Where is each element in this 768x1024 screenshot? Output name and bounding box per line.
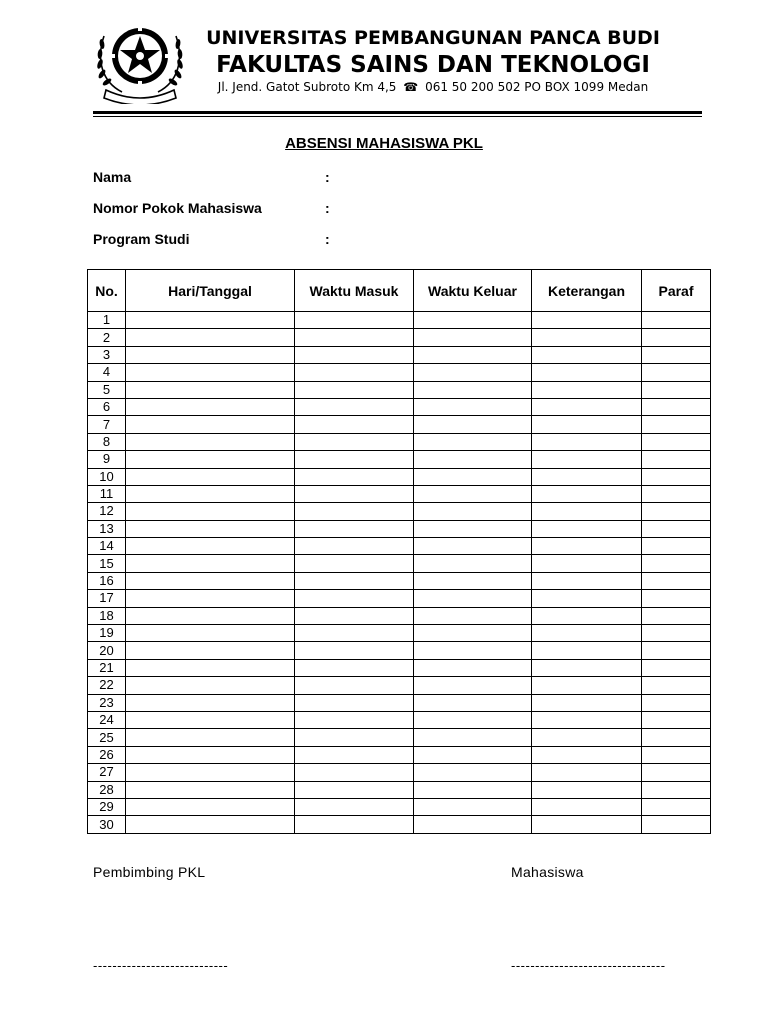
signature-cell[interactable] [642,694,711,711]
row-number: 2 [88,329,126,346]
time-out-cell[interactable] [414,642,532,659]
time-out-cell[interactable] [414,746,532,763]
row-number: 5 [88,381,126,398]
signature-cell[interactable] [642,642,711,659]
page-title: ABSENSI MAHASISWA PKL [285,135,483,152]
table-row [88,329,711,346]
column-header-notes: Keterangan [532,270,642,312]
date-cell[interactable] [126,711,295,728]
notes-cell[interactable] [532,451,642,468]
notes-cell[interactable] [532,607,642,624]
date-cell[interactable] [126,364,295,381]
time-in-cell[interactable] [295,451,414,468]
time-out-cell[interactable] [414,572,532,589]
row-number: 15 [88,555,126,572]
table-row [88,346,711,363]
time-out-cell[interactable] [414,433,532,450]
signature-cell[interactable] [642,416,711,433]
row-number: 4 [88,364,126,381]
column-header-signature: Paraf [642,270,711,312]
signature-cell[interactable] [642,781,711,798]
time-in-cell[interactable] [295,816,414,833]
date-cell[interactable] [126,590,295,607]
time-in-cell[interactable] [295,538,414,555]
row-number: 18 [88,607,126,624]
row-number: 27 [88,764,126,781]
notes-cell[interactable] [532,764,642,781]
table-row [88,485,711,502]
time-in-cell[interactable] [295,746,414,763]
time-in-cell[interactable] [295,590,414,607]
time-out-cell[interactable] [414,451,532,468]
date-cell[interactable] [126,468,295,485]
row-number: 1 [88,312,126,329]
notes-cell[interactable] [532,520,642,537]
signature-cell[interactable] [642,485,711,502]
notes-cell[interactable] [532,381,642,398]
table-row [88,764,711,781]
row-number: 26 [88,746,126,763]
time-in-cell[interactable] [295,503,414,520]
date-cell[interactable] [126,642,295,659]
notes-cell[interactable] [532,798,642,815]
time-out-cell[interactable] [414,312,532,329]
date-cell[interactable] [126,572,295,589]
notes-cell[interactable] [532,694,642,711]
date-cell[interactable] [126,398,295,415]
supervisor-label: Pembimbing PKL [93,864,206,880]
time-out-cell[interactable] [414,538,532,555]
field-colon-npm: : [325,200,330,216]
notes-cell[interactable] [532,416,642,433]
table-row [88,433,711,450]
time-out-cell[interactable] [414,485,532,502]
notes-cell[interactable] [532,781,642,798]
time-in-cell[interactable] [295,694,414,711]
date-cell[interactable] [126,312,295,329]
notes-cell[interactable] [532,677,642,694]
date-cell[interactable] [126,607,295,624]
row-number: 12 [88,503,126,520]
signature-cell[interactable] [642,520,711,537]
time-out-cell[interactable] [414,520,532,537]
notes-cell[interactable] [532,433,642,450]
signature-cell[interactable] [642,503,711,520]
time-out-cell[interactable] [414,346,532,363]
date-cell[interactable] [126,729,295,746]
signature-cell[interactable] [642,625,711,642]
row-number: 6 [88,398,126,415]
row-number: 30 [88,816,126,833]
row-number: 7 [88,416,126,433]
date-cell[interactable] [126,503,295,520]
student-label: Mahasiswa [511,864,584,880]
notes-cell[interactable] [532,346,642,363]
table-row [88,607,711,624]
signature-cell[interactable] [642,729,711,746]
time-out-cell[interactable] [414,764,532,781]
signature-cell[interactable] [642,659,711,676]
time-in-cell[interactable] [295,781,414,798]
signature-cell[interactable] [642,764,711,781]
notes-cell[interactable] [532,398,642,415]
row-number: 10 [88,468,126,485]
notes-cell[interactable] [532,503,642,520]
row-number: 25 [88,729,126,746]
field-colon-nama: : [325,169,330,185]
time-in-cell[interactable] [295,677,414,694]
field-label-npm: Nomor Pokok Mahasiswa [93,200,262,216]
column-header-no: No. [88,270,126,312]
time-out-cell[interactable] [414,416,532,433]
row-number: 17 [88,590,126,607]
time-out-cell[interactable] [414,711,532,728]
notes-cell[interactable] [532,572,642,589]
table-row [88,312,711,329]
notes-cell[interactable] [532,816,642,833]
table-row [88,520,711,537]
time-in-cell[interactable] [295,798,414,815]
signature-cell[interactable] [642,677,711,694]
time-out-cell[interactable] [414,590,532,607]
address-line [190,80,676,94]
time-in-cell[interactable] [295,520,414,537]
date-cell[interactable] [126,381,295,398]
table-row [88,364,711,381]
date-cell[interactable] [126,677,295,694]
date-cell[interactable] [126,798,295,815]
table-row [88,590,711,607]
table-row [88,503,711,520]
signature-cell[interactable] [642,538,711,555]
time-in-cell[interactable] [295,555,414,572]
table-row [88,711,711,728]
row-number: 14 [88,538,126,555]
table-row [88,572,711,589]
time-out-cell[interactable] [414,659,532,676]
time-out-cell[interactable] [414,468,532,485]
header-rule-thick [93,111,702,114]
signature-cell[interactable] [642,433,711,450]
university-crest-icon [92,16,188,104]
table-row [88,642,711,659]
signature-cell[interactable] [642,468,711,485]
date-cell[interactable] [126,764,295,781]
time-in-cell[interactable] [295,625,414,642]
time-in-cell[interactable] [295,729,414,746]
field-label-nama: Nama [93,169,132,185]
notes-cell[interactable] [532,312,642,329]
table-header-row [88,270,711,312]
signature-cell[interactable] [642,746,711,763]
date-cell[interactable] [126,746,295,763]
date-cell[interactable] [126,816,295,833]
time-in-cell[interactable] [295,764,414,781]
time-in-cell[interactable] [295,312,414,329]
table-row [88,746,711,763]
row-number: 16 [88,572,126,589]
field-colon-prodi: : [325,231,330,247]
time-out-cell[interactable] [414,729,532,746]
telephone-icon: ☎ [403,80,419,94]
notes-cell[interactable] [532,711,642,728]
row-number: 22 [88,677,126,694]
row-number: 13 [88,520,126,537]
time-out-cell[interactable] [414,816,532,833]
date-cell[interactable] [126,433,295,450]
notes-cell[interactable] [532,659,642,676]
table-body [88,312,711,834]
time-out-cell[interactable] [414,398,532,415]
faculty-name: FAKULTAS SAINS DAN TEKNOLOGI [216,52,650,78]
time-in-cell[interactable] [295,572,414,589]
signature-cell[interactable] [642,398,711,415]
date-cell[interactable] [126,485,295,502]
time-in-cell[interactable] [295,711,414,728]
time-out-cell[interactable] [414,329,532,346]
date-cell[interactable] [126,625,295,642]
time-in-cell[interactable] [295,433,414,450]
notes-cell[interactable] [532,746,642,763]
time-out-cell[interactable] [414,503,532,520]
time-out-cell[interactable] [414,694,532,711]
row-number: 8 [88,433,126,450]
date-cell[interactable] [126,538,295,555]
date-cell[interactable] [126,416,295,433]
signature-cell[interactable] [642,607,711,624]
table-row [88,416,711,433]
row-number: 28 [88,781,126,798]
time-in-cell[interactable] [295,607,414,624]
notes-cell[interactable] [532,642,642,659]
table-row [88,451,711,468]
time-in-cell[interactable] [295,468,414,485]
signature-cell[interactable] [642,711,711,728]
date-cell[interactable] [126,555,295,572]
table-row [88,694,711,711]
time-out-cell[interactable] [414,781,532,798]
date-cell[interactable] [126,329,295,346]
time-in-cell[interactable] [295,381,414,398]
time-in-cell[interactable] [295,364,414,381]
attendance-table [87,269,711,834]
signature-cell[interactable] [642,590,711,607]
signature-cell[interactable] [642,572,711,589]
table-row [88,625,711,642]
date-cell[interactable] [126,659,295,676]
time-out-cell[interactable] [414,364,532,381]
signature-cell[interactable] [642,555,711,572]
table-row [88,781,711,798]
time-out-cell[interactable] [414,625,532,642]
table-row [88,659,711,676]
date-cell[interactable] [126,520,295,537]
time-in-cell[interactable] [295,346,414,363]
row-number: 24 [88,711,126,728]
column-header-date: Hari/Tanggal [126,270,295,312]
address-street: Jl. Jend. Gatot Subroto Km 4,5 [217,80,397,94]
notes-cell[interactable] [532,468,642,485]
time-out-cell[interactable] [414,677,532,694]
notes-cell[interactable] [532,364,642,381]
time-out-cell[interactable] [414,607,532,624]
date-cell[interactable] [126,451,295,468]
row-number: 3 [88,346,126,363]
table-row [88,398,711,415]
notes-cell[interactable] [532,485,642,502]
row-number: 9 [88,451,126,468]
field-label-prodi: Program Studi [93,231,190,247]
column-header-time-out: Waktu Keluar [414,270,532,312]
time-out-cell[interactable] [414,555,532,572]
signature-cell[interactable] [642,312,711,329]
time-out-cell[interactable] [414,798,532,815]
table-row [88,538,711,555]
notes-cell[interactable] [532,590,642,607]
row-number: 29 [88,798,126,815]
table-row [88,729,711,746]
signature-cell[interactable] [642,329,711,346]
date-cell[interactable] [126,694,295,711]
table-row [88,555,711,572]
row-number: 20 [88,642,126,659]
signature-cell[interactable] [642,364,711,381]
table-row [88,468,711,485]
row-number: 11 [88,485,126,502]
time-in-cell[interactable] [295,659,414,676]
university-name: UNIVERSITAS PEMBANGUNAN PANCA BUDI [206,27,660,49]
notes-cell[interactable] [532,329,642,346]
signature-cell[interactable] [642,798,711,815]
student-signature-line: -------------------------------- [511,958,666,973]
date-cell[interactable] [126,346,295,363]
table-row [88,677,711,694]
row-number: 21 [88,659,126,676]
column-header-time-in: Waktu Masuk [295,270,414,312]
header-rule-thin [93,116,702,117]
signature-cell[interactable] [642,346,711,363]
notes-cell[interactable] [532,729,642,746]
signature-cell[interactable] [642,381,711,398]
supervisor-signature-line: ---------------------------- [93,958,229,973]
address-contact: 061 50 200 502 PO BOX 1099 Medan [425,80,649,94]
notes-cell[interactable] [532,555,642,572]
time-in-cell[interactable] [295,642,414,659]
time-in-cell[interactable] [295,398,414,415]
notes-cell[interactable] [532,625,642,642]
signature-cell[interactable] [642,816,711,833]
row-number: 19 [88,625,126,642]
signature-cell[interactable] [642,451,711,468]
row-number: 23 [88,694,126,711]
table-row [88,798,711,815]
table-row [88,381,711,398]
time-in-cell[interactable] [295,416,414,433]
date-cell[interactable] [126,781,295,798]
time-out-cell[interactable] [414,381,532,398]
table-row [88,816,711,833]
time-in-cell[interactable] [295,485,414,502]
time-in-cell[interactable] [295,329,414,346]
notes-cell[interactable] [532,538,642,555]
